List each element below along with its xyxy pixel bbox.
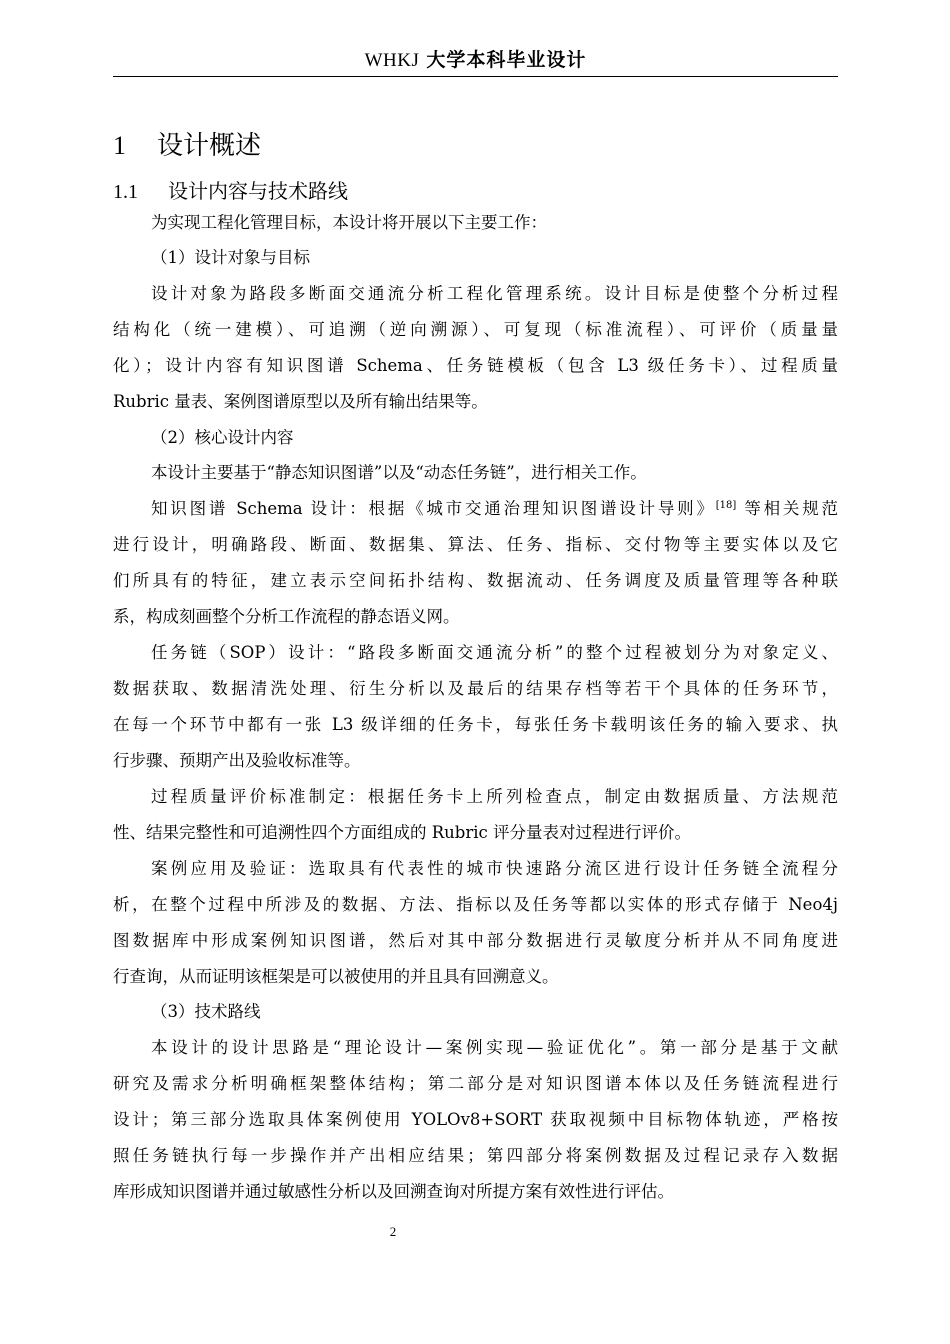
paragraph-line: 本设计的设计思路是“理论设计—案例实现—验证优化”。第一部分是基于文献 — [151, 1038, 838, 1057]
page-header — [113, 46, 838, 74]
header-title: 大学本科毕业设计 — [426, 49, 587, 71]
header-rule — [113, 76, 838, 77]
paragraph-text: 知识图谱 Schema 设计：根据《城市交通治理知识图谱设计导则》 — [151, 499, 716, 518]
subheading-technical-route: （3）技术路线 — [151, 1002, 261, 1021]
paragraph-line: 照任务链执行每一步操作并产出相应结果；第四部分将案例数据及过程记录存入数据 — [113, 1146, 838, 1165]
paragraph-line: 结构化（统一建模）、可追溯（逆向溯源）、可复现（标准流程）、可评价（质量量 — [113, 320, 838, 339]
intro-text: 为实现工程化管理目标，本设计将开展以下主要工作： — [151, 213, 547, 232]
paragraph-line: 设计对象为路段多断面交通流分析工程化管理系统。设计目标是使整个分析过程 — [151, 284, 838, 303]
section-heading — [113, 176, 348, 206]
citation-ref: [18] — [715, 500, 737, 511]
paragraph-text: 等相关规范 — [736, 499, 838, 518]
paragraph-line: 数据获取、数据清洗处理、衍生分析以及最后的结果存档等若干个具体的任务环节， — [113, 679, 838, 698]
paragraph-line: 库形成知识图谱并通过敏感性分析以及回溯查询对所提方案有效性进行评估。 — [113, 1182, 674, 1201]
subheading-design-object: （1）设计对象与目标 — [151, 248, 310, 267]
chapter-number: 1 — [113, 131, 126, 160]
paragraph-line: 案例应用及验证：选取具有代表性的城市快速路分流区进行设计任务链全流程分 — [151, 859, 838, 878]
header-org: WHKJ — [364, 50, 420, 71]
paragraph-line: 本设计主要基于“静态知识图谱”以及“动态任务链”，进行相关工作。 — [151, 463, 647, 482]
paragraph-line: 进行设计，明确路段、断面、数据集、算法、任务、指标、交付物等主要实体以及它 — [113, 535, 838, 554]
paragraph-line: 化）；设计内容有知识图谱 Schema、任务链模板（包含 L3 级任务卡）、过程质量 — [113, 356, 838, 375]
paragraph-line — [151, 494, 838, 524]
paragraph-line: 过程质量评价标准制定：根据任务卡上所列检查点，制定由数据质量、方法规范 — [151, 787, 838, 806]
section-title: 设计内容与技术路线 — [168, 179, 348, 203]
paragraph-line: 行查询，从而证明该框架是可以被使用的并且具有回溯意义。 — [113, 967, 559, 986]
paragraph-line: Rubric 量表、案例图谱原型以及所有输出结果等。 — [113, 392, 488, 411]
chapter-heading — [113, 126, 261, 166]
paragraph-line: 析，在整个过程中所涉及的数据、方法、指标以及任务等都以实体的形式存储于 Neo4j — [113, 895, 838, 914]
paragraph-line: 系，构成刻画整个分析工作流程的静态语义网。 — [113, 607, 460, 626]
section-number: 1.1 — [113, 181, 138, 203]
paragraph-line: 图数据库中形成案例知识图谱，然后对其中部分数据进行灵敏度分析并从不同角度进 — [113, 931, 838, 950]
paragraph-line: 任务链（SOP）设计：“路段多断面交通流分析”的整个过程被划分为对象定义、 — [151, 643, 838, 662]
paragraph-line: 行步骤、预期产出及验收标准等。 — [113, 751, 361, 770]
paragraph-line: 研究及需求分析明确框架整体结构；第二部分是对知识图谱本体以及任务链流程进行 — [113, 1074, 838, 1093]
paragraph-line: 们所具有的特征，建立表示空间拓扑结构、数据流动、任务调度及质量管理等各种联 — [113, 571, 838, 590]
page-number: 2 — [389, 1224, 397, 1239]
subheading-core-design: （2）核心设计内容 — [151, 428, 294, 447]
paragraph-line: 性、结果完整性和可追溯性四个方面组成的 Rubric 评分量表对过程进行评价。 — [113, 823, 692, 842]
chapter-title: 设计概述 — [157, 131, 262, 161]
paragraph-line: 在每一个环节中都有一张 L3 级详细的任务卡，每张任务卡载明该任务的输入要求、执 — [113, 715, 838, 734]
paragraph-line: 设计；第三部分选取具体案例使用 YOLOv8+SORT 获取视频中目标物体轨迹，严格按 — [113, 1110, 838, 1129]
